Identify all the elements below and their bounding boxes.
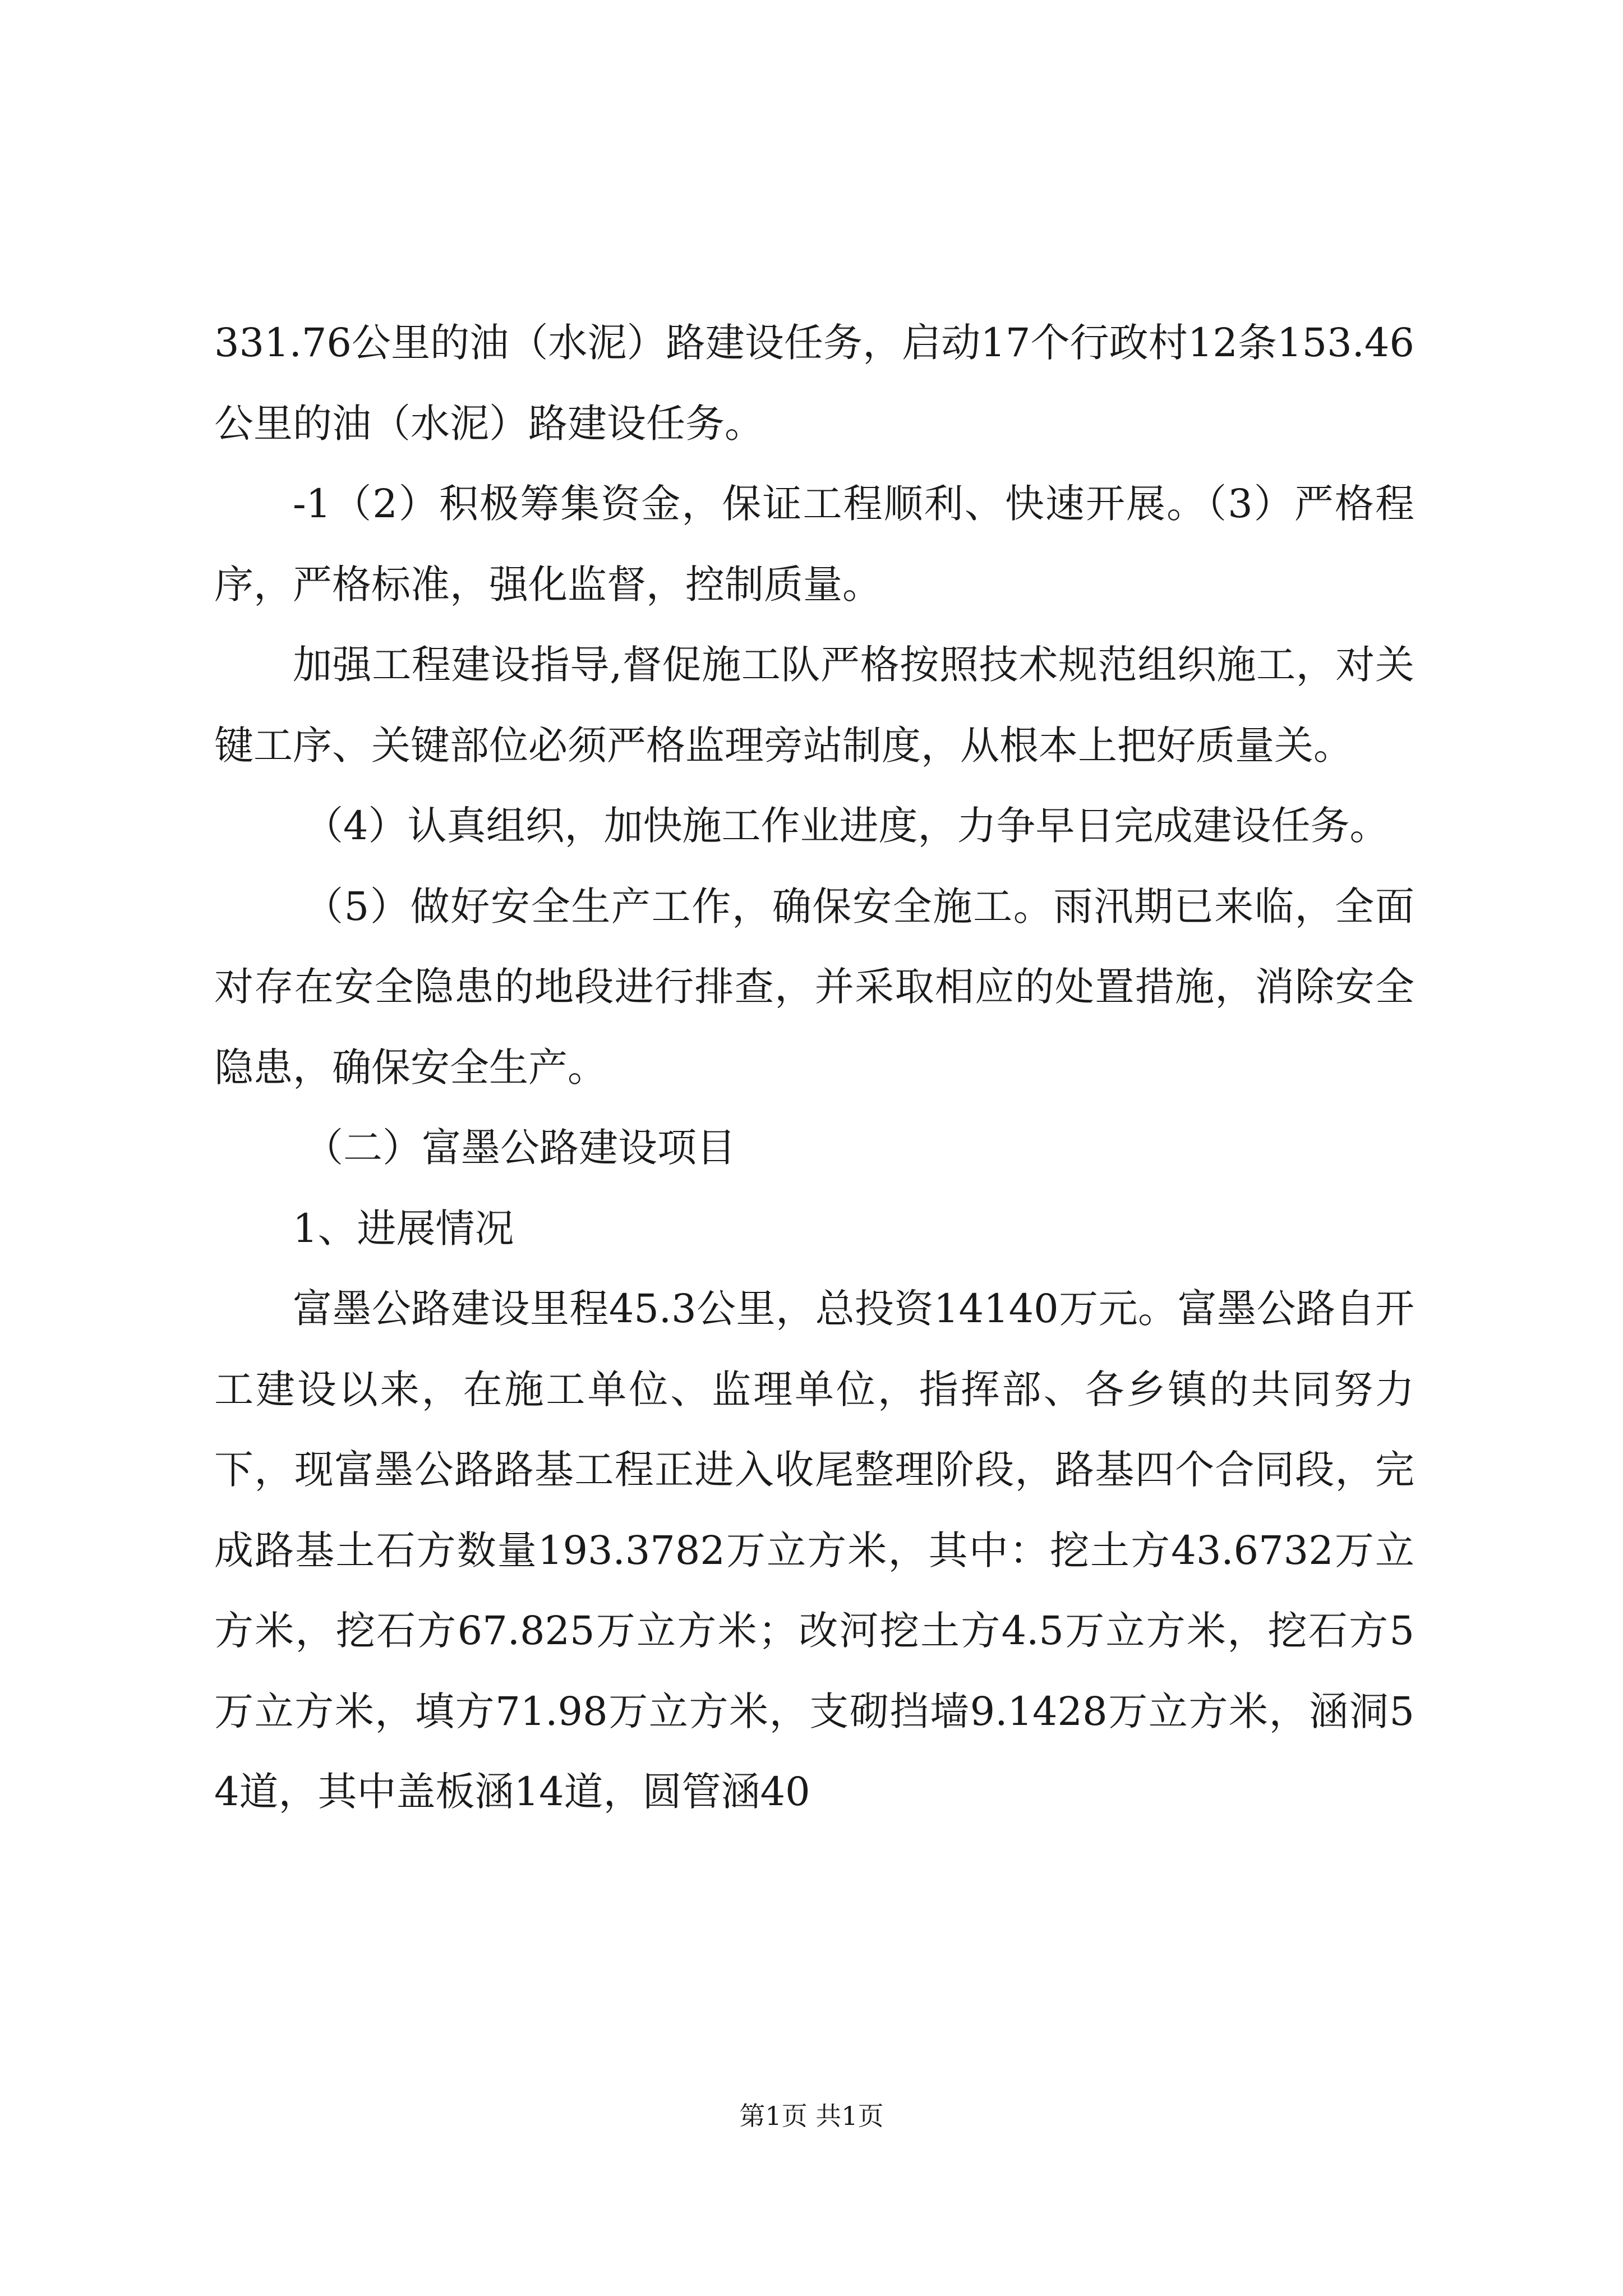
page-footer: 第1页 共1页 [739,2101,884,2131]
section-heading: （二）富墨公路建设项目 [304,1125,736,1171]
document-body [214,303,1414,1833]
paragraph-road-tasks: 331.76公里的油（水泥）路建设任务，启动17个行政村12条153.46公里的油（水泥）路建设任务。 [214,320,1414,447]
paragraph-construction-guidance: 加强工程建设指导,督促施工队严格按照技术规范组织施工，对关键工序、关键部位必须严格监理旁站制度，从根本上把好质量关。 [214,642,1414,769]
subsection-heading: 1、进展情况 [293,1205,514,1251]
paragraph-progress: （4）认真组织，加快施工作业进度，力争早日完成建设任务。 [304,803,1389,849]
paragraph-fumo-road: 富墨公路建设里程45.3公里，总投资14140万元。富墨公路自开工建设以来，在施工单位、监理单位，指挥部、各乡镇的共同努力下，现富墨公路路基工程正进入收尾整理阶段，路基四个合同段，完成路基土石方数量193.3782万立方米，其中：挖土方43.6732万立方米，挖石方67.825万立方米；改河挖土方4.5万立方米，挖石方5万立方米，填方71.98万立方米，支砌挡墙9.1428万立方米，涵洞54道，其中盖板涵14道，圆管涵40 [214,1286,1414,1815]
paragraph-safety: （5）做好安全生产工作，确保安全施工。雨汛期已来临，全面对存在安全隐患的地段进行排查，并采取相应的处置措施，消除安全隐患，确保安全生产。 [214,883,1414,1091]
paragraph-funding-quality: -1（2）积极筹集资金，保证工程顺利、快速开展。（3）严格程序，严格标准，强化监督，控制质量。 [214,481,1414,608]
